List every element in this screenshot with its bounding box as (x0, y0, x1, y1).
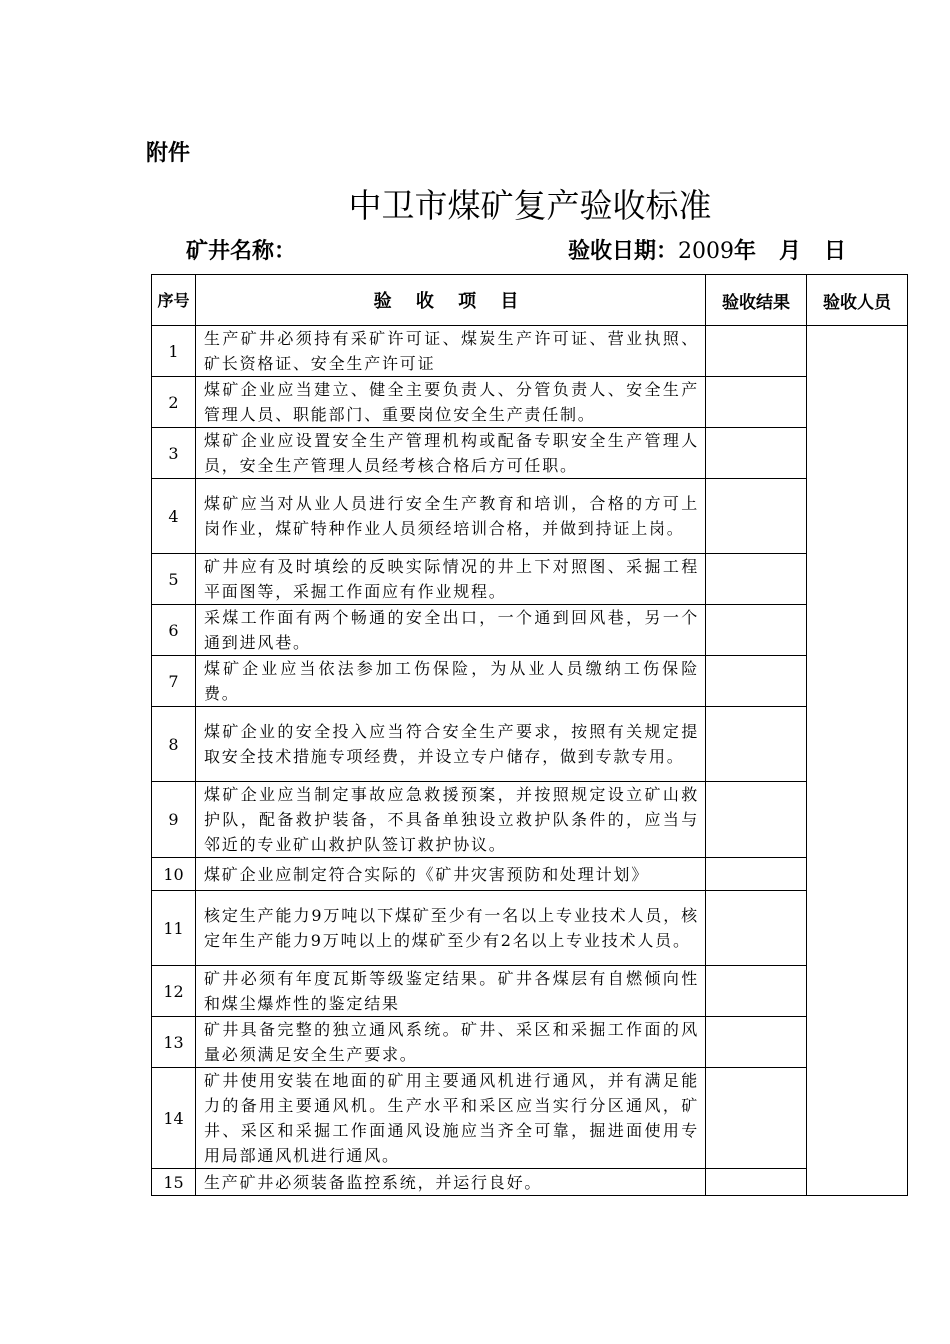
table-row (152, 479, 908, 554)
row-result-cell[interactable] (706, 428, 807, 479)
acceptance-year: 2009 (678, 239, 735, 264)
row-item: 煤矿企业应当建立、健全主要负责人、分管负责人、安全生产管理人员、职能部门、重要岗位安全生产责任制。 (196, 377, 706, 428)
document-title: 中卫市煤矿复产验收标准 (348, 186, 712, 225)
row-number: 8 (152, 707, 196, 782)
table-row (152, 782, 908, 858)
table-row (152, 858, 908, 891)
row-number: 4 (152, 479, 196, 554)
table-row (152, 707, 908, 782)
row-item: 生产矿井必须装备监控系统，并运行良好。 (196, 1169, 706, 1196)
row-result-cell[interactable] (706, 554, 807, 605)
table-row (152, 554, 908, 605)
row-item: 矿井必须有年度瓦斯等级鉴定结果。矿井各煤层有自燃倾向性和煤尘爆炸性的鉴定结果 (196, 966, 706, 1017)
row-result-cell[interactable] (706, 1017, 807, 1068)
table-row (152, 377, 908, 428)
mine-name-label: 矿井名称： (186, 239, 297, 264)
row-result-cell[interactable] (706, 891, 807, 966)
header-no: 序号 (152, 275, 196, 326)
table-row (152, 326, 908, 377)
row-item: 煤矿企业的安全投入应当符合安全生产要求，按照有关规定提取安全技术措施专项经费，并设立专户储存，做到专款专用。 (196, 707, 706, 782)
row-item: 煤矿企业应当依法参加工伤保险，为从业人员缴纳工伤保险费。 (196, 656, 706, 707)
row-result-cell[interactable] (706, 858, 807, 891)
row-number: 6 (152, 605, 196, 656)
row-item: 矿井具备完整的独立通风系统。矿井、采区和采掘工作面的风量必须满足安全生产要求。 (196, 1017, 706, 1068)
row-number: 5 (152, 554, 196, 605)
table-row (152, 1068, 908, 1169)
row-result-cell[interactable] (706, 1169, 807, 1196)
row-result-cell[interactable] (706, 605, 807, 656)
table-row (152, 966, 908, 1017)
row-result-cell[interactable] (706, 1068, 807, 1169)
row-number: 7 (152, 656, 196, 707)
acceptance-date-label: 验收日期： (568, 239, 679, 264)
row-number: 3 (152, 428, 196, 479)
header-staff: 验收人员 (807, 275, 908, 326)
row-number: 13 (152, 1017, 196, 1068)
row-item: 采煤工作面有两个畅通的安全出口，一个通到回风巷，另一个通到进风巷。 (196, 605, 706, 656)
year-char: 年 (734, 239, 757, 264)
row-item: 生产矿井必须持有采矿许可证、煤炭生产许可证、营业执照、矿长资格证、安全生产许可证 (196, 326, 706, 377)
row-item: 矿井使用安装在地面的矿用主要通风机进行通风，并有满足能力的备用主要通风机。生产水平和采区应当实行分区通风，矿井、采区和采掘工作面通风设施应当齐全可靠，掘进面使用专用局部通风机进行通风。 (196, 1068, 706, 1169)
row-number: 14 (152, 1068, 196, 1169)
row-number: 9 (152, 782, 196, 858)
acceptance-date (568, 234, 846, 265)
row-number: 1 (152, 326, 196, 377)
row-result-cell[interactable] (706, 377, 807, 428)
row-result-cell[interactable] (706, 966, 807, 1017)
row-result-cell[interactable] (706, 326, 807, 377)
table-row (152, 605, 908, 656)
row-number: 15 (152, 1169, 196, 1196)
row-item: 煤矿企业应设置安全生产管理机构或配备专职安全生产管理人员，安全生产管理人员经考核合格后方可任职。 (196, 428, 706, 479)
header-item: 验 收 项 目 (196, 275, 706, 326)
row-item: 煤矿企业应当制定事故应急救援预案，并按照规定设立矿山救护队，配备救护装备，不具备单独设立救护队条件的，应当与邻近的专业矿山救护队签订救护协议。 (196, 782, 706, 858)
row-result-cell[interactable] (706, 707, 807, 782)
month-char: 月 (779, 239, 802, 264)
table-row (152, 1169, 908, 1196)
day-char: 日 (824, 239, 847, 264)
row-result-cell[interactable] (706, 782, 807, 858)
table-row (152, 428, 908, 479)
table-header-row (152, 275, 908, 326)
row-result-cell[interactable] (706, 656, 807, 707)
row-number: 10 (152, 858, 196, 891)
acceptance-table (151, 274, 908, 1196)
row-item: 矿井应有及时填绘的反映实际情况的井上下对照图、采掘工程平面图等，采掘工作面应有作业规程。 (196, 554, 706, 605)
row-number: 2 (152, 377, 196, 428)
row-result-cell[interactable] (706, 479, 807, 554)
row-number: 12 (152, 966, 196, 1017)
row-number: 11 (152, 891, 196, 966)
row-item: 核定生产能力9万吨以下煤矿至少有一名以上专业技术人员，核定年生产能力9万吨以上的煤矿至少有2名以上专业技术人员。 (196, 891, 706, 966)
attachment-label: 附件 (146, 141, 191, 166)
header-result: 验收结果 (706, 275, 807, 326)
table-row (152, 656, 908, 707)
table-row (152, 891, 908, 966)
row-item: 煤矿企业应制定符合实际的《矿井灾害预防和处理计划》 (196, 858, 706, 891)
row-item: 煤矿应当对从业人员进行安全生产教育和培训，合格的方可上岗作业，煤矿特种作业人员须经培训合格，并做到持证上岗。 (196, 479, 706, 554)
staff-cell[interactable] (807, 326, 908, 1196)
table-row (152, 1017, 908, 1068)
